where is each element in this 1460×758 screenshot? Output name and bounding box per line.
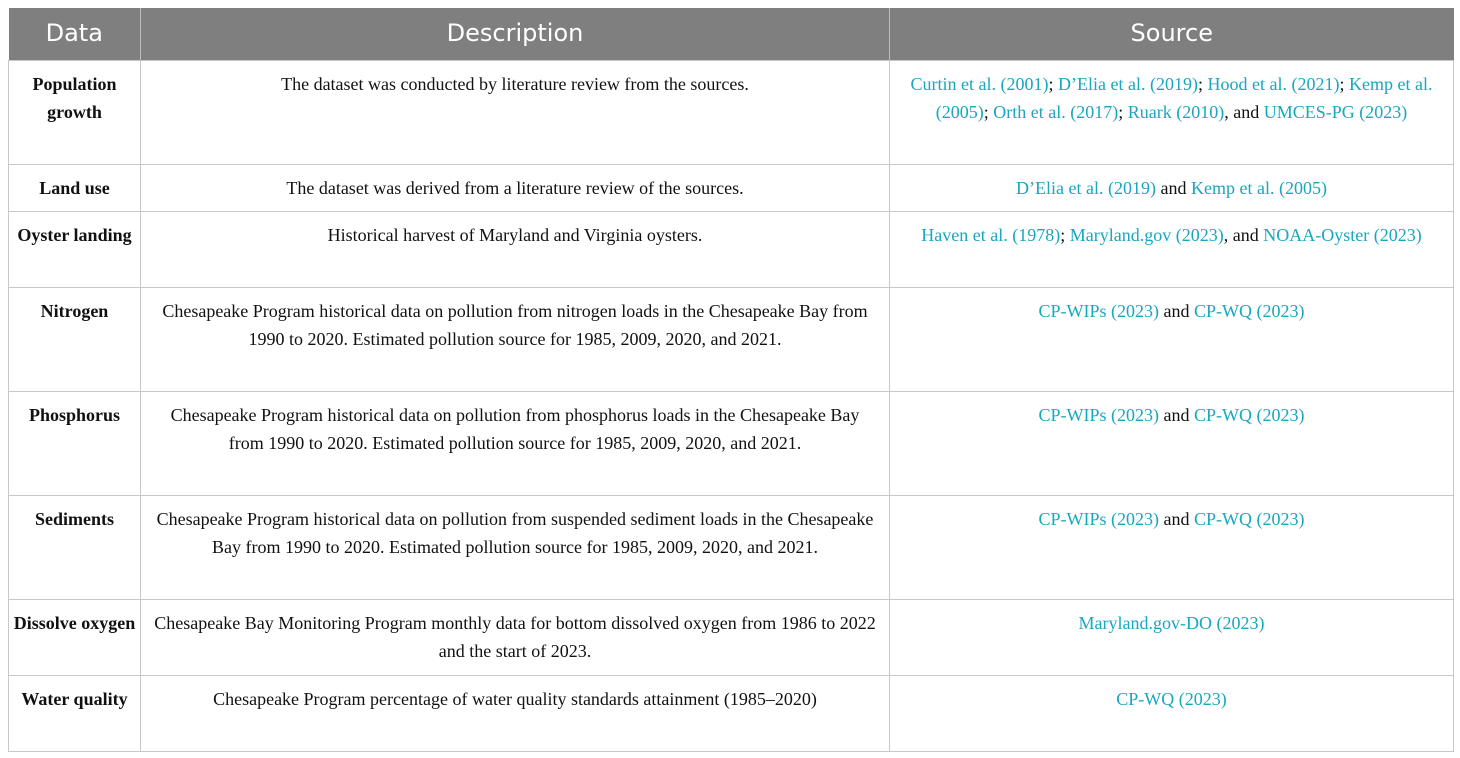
description-cell: The dataset was conducted by literature review from the sources.	[141, 61, 890, 165]
data-cell: Nitrogen	[9, 288, 141, 392]
reference-link[interactable]: Haven et al. (1978)	[921, 225, 1061, 245]
reference-separator: ;	[1060, 225, 1070, 245]
reference-link[interactable]: Curtin et al. (2001)	[910, 74, 1049, 94]
description-cell: Chesapeake Program historical data on pollution from suspended sediment loads in the Chesapeake Bay from 1990 to 2020. Estimated pollution source for 1985, 2009, 2020, and 2021.	[141, 496, 890, 600]
table-row	[9, 61, 1454, 165]
reference-separator: and	[1159, 509, 1194, 529]
reference-link[interactable]: NOAA-Oyster (2023)	[1263, 225, 1422, 245]
table-row	[9, 496, 1454, 600]
table-row	[9, 288, 1454, 392]
reference-separator: ;	[1118, 101, 1128, 122]
header-source: Source	[890, 8, 1454, 61]
data-cell: Dissolve oxygen	[9, 600, 141, 676]
reference-link[interactable]: Kemp et al. (2005)	[1190, 178, 1327, 198]
header-description: Description	[141, 8, 890, 61]
reference-link[interactable]: Kemp et al. (2005)	[935, 74, 1433, 122]
description-cell: Chesapeake Program historical data on pollution from nitrogen loads in the Chesapeake Bay from 1990 to 2020. Estimated pollution source for 1985, 2009, 2020, and 2021.	[141, 288, 890, 392]
table-header	[9, 8, 1454, 61]
data-cell: Population growth	[9, 61, 141, 165]
data-cell: Land use	[9, 165, 141, 212]
description-cell: Chesapeake Program historical data on pollution from phosphorus loads in the Chesapeake Bay from 1990 to 2020. Estimated pollution source for 1985, 2009, 2020, and 2021.	[141, 392, 890, 496]
data-cell: Water quality	[9, 676, 141, 752]
table-row	[9, 165, 1454, 212]
reference-separator: ;	[1048, 74, 1059, 94]
reference-separator: ;	[1197, 74, 1208, 94]
data-sources-table	[8, 8, 1454, 752]
reference-link[interactable]: CP-WQ (2023)	[1194, 301, 1305, 321]
table-row	[9, 392, 1454, 496]
reference-separator: and	[1155, 178, 1191, 198]
source-cell	[890, 61, 1454, 165]
reference-link[interactable]: D’Elia et al. (2019)	[1058, 74, 1198, 94]
description-cell: Historical harvest of Maryland and Virginia oysters.	[141, 212, 890, 288]
reference-separator: ;	[983, 101, 994, 122]
header-data: Data	[9, 8, 141, 61]
reference-separator: and	[1159, 301, 1194, 321]
source-cell	[890, 212, 1454, 288]
reference-link[interactable]: Maryland.gov-DO (2023)	[1078, 613, 1265, 633]
reference-link[interactable]: UMCES-PG (2023)	[1263, 101, 1408, 122]
reference-link[interactable]: Orth et al. (2017)	[993, 101, 1119, 122]
data-cell: Sediments	[9, 496, 141, 600]
reference-separator: , and	[1223, 225, 1264, 245]
reference-link[interactable]: Hood et al. (2021)	[1207, 74, 1340, 94]
source-cell	[890, 288, 1454, 392]
reference-link[interactable]: CP-WIPs (2023)	[1038, 405, 1159, 425]
table-row	[9, 212, 1454, 288]
reference-link[interactable]: Ruark (2010)	[1127, 101, 1225, 122]
reference-link[interactable]: CP-WQ (2023)	[1194, 405, 1305, 425]
reference-link[interactable]: CP-WQ (2023)	[1116, 689, 1227, 709]
table-row	[9, 676, 1454, 752]
description-cell: Chesapeake Bay Monitoring Program monthly data for bottom dissolved oxygen from 1986 to 2022 and the start of 2023.	[141, 600, 890, 676]
reference-link[interactable]: CP-WIPs (2023)	[1038, 301, 1159, 321]
source-cell	[890, 600, 1454, 676]
reference-separator: ;	[1339, 74, 1349, 94]
source-cell	[890, 676, 1454, 752]
data-cell: Oyster landing	[9, 212, 141, 288]
table-body	[9, 61, 1454, 752]
table-row	[9, 600, 1454, 676]
source-cell	[890, 496, 1454, 600]
reference-separator: and	[1159, 405, 1194, 425]
reference-separator: , and	[1224, 101, 1264, 122]
description-cell: Chesapeake Program percentage of water quality standards attainment (1985–2020)	[141, 676, 890, 752]
data-cell: Phosphorus	[9, 392, 141, 496]
description-cell: The dataset was derived from a literature review of the sources.	[141, 165, 890, 212]
reference-link[interactable]: CP-WQ (2023)	[1194, 509, 1305, 529]
reference-link[interactable]: CP-WIPs (2023)	[1038, 509, 1159, 529]
source-cell	[890, 165, 1454, 212]
reference-link[interactable]: D’Elia et al. (2019)	[1016, 178, 1156, 198]
source-cell	[890, 392, 1454, 496]
header-row	[9, 8, 1454, 61]
reference-link[interactable]: Maryland.gov (2023)	[1069, 225, 1224, 245]
